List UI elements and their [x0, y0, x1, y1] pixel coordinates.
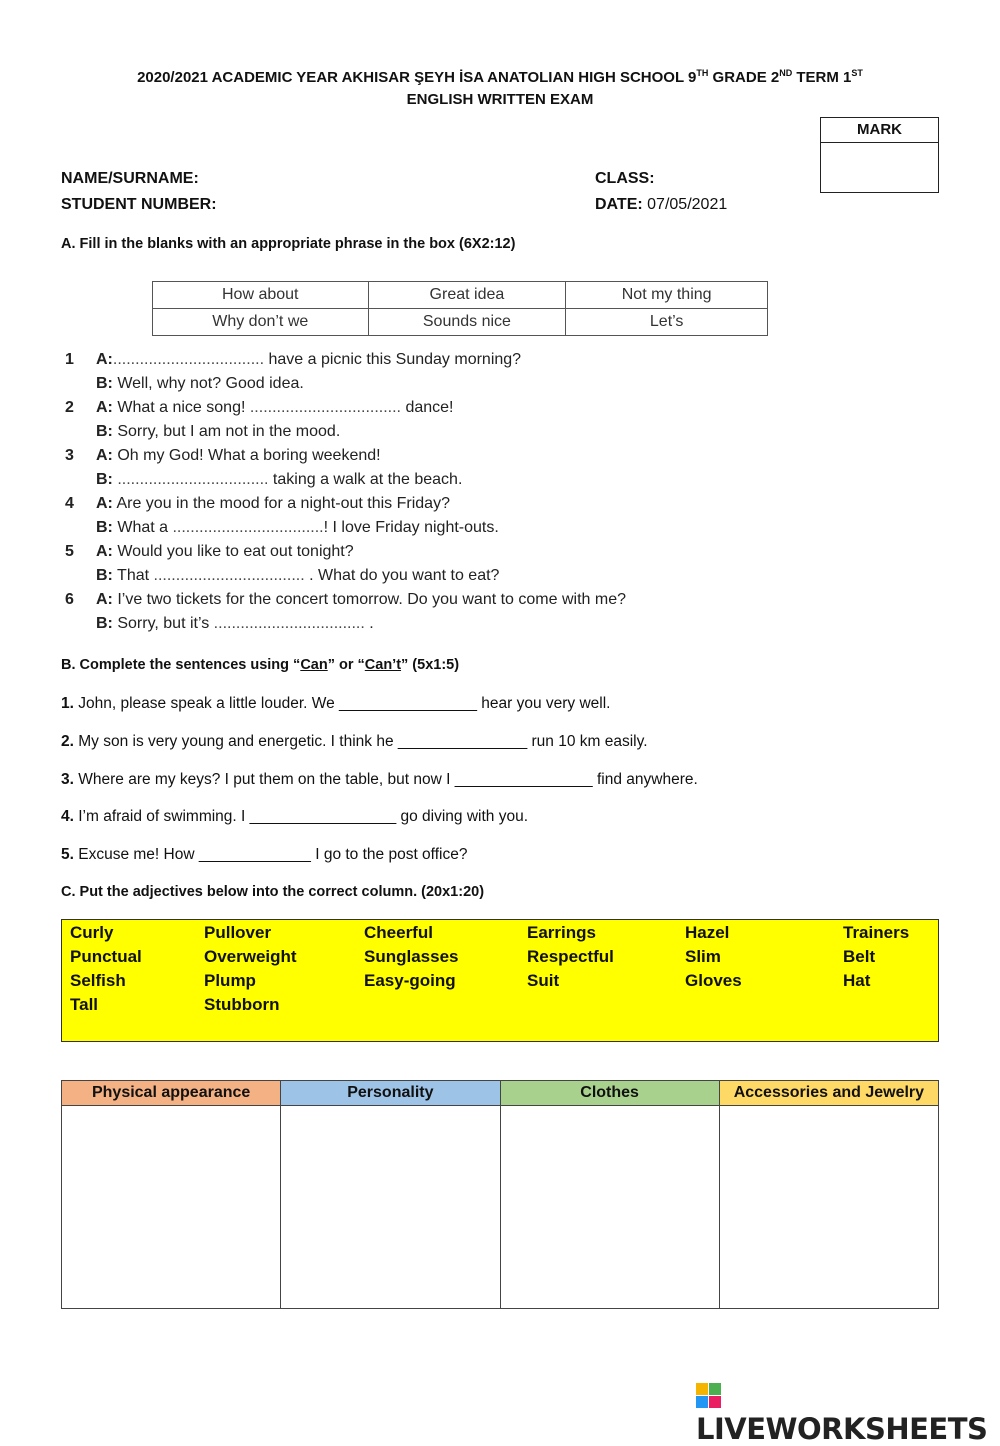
dialogue-5-line-a	[65, 540, 765, 564]
adjective-word[interactable]: Selfish	[70, 971, 126, 990]
dialogue-text: B: Sorry, but I am not in the mood.	[96, 423, 341, 440]
dialogue-number: 1	[65, 351, 74, 368]
section-a-title: A. Fill in the blanks with an appropriate phrase in the box (6X2:12)	[61, 236, 516, 252]
blank[interactable]: ..................................	[172, 519, 324, 536]
class-label: CLASS:	[595, 170, 655, 187]
dialogue-text: A: Oh my God! What a boring weekend!	[96, 447, 381, 464]
adjective-word[interactable]: Hat	[843, 971, 871, 990]
adjective-word[interactable]: Hazel	[685, 923, 730, 942]
column-physical-appearance: Physical appearance	[62, 1081, 281, 1106]
dialogue-number: 4	[65, 495, 74, 512]
exam-title-line1: 2020/2021 ACADEMIC YEAR AKHISAR ŞEYH İSA ANATOLIAN HIGH SCHOOL 9TH GRADE 2ND TERM 1ST	[137, 68, 863, 86]
answer-cell-clothes[interactable]	[500, 1106, 719, 1309]
dialogue-list	[65, 348, 765, 636]
dialogue-3-line-b	[65, 468, 765, 492]
dialogue-5-line-b	[65, 564, 765, 588]
dialogue-text: A: I’ve two tickets for the concert tomorrow. Do you want to come with me?	[96, 591, 626, 608]
adjective-word[interactable]: Stubborn	[204, 995, 280, 1014]
dialogue-2-line-b	[65, 420, 765, 444]
can-sentence-3: 3. Where are my keys? I put them on the table, but now I ________________ find anywhere.	[61, 771, 698, 788]
blank[interactable]: ..................................	[112, 351, 265, 368]
column-personality: Personality	[281, 1081, 500, 1106]
phrase-cell: How about	[153, 282, 369, 309]
adjective-word[interactable]: Easy-going	[364, 971, 456, 990]
answer-cell-personality[interactable]	[281, 1106, 500, 1309]
can-sentence-4: 4. I’m afraid of swimming. I _________________ go diving with you.	[61, 808, 529, 825]
adjective-word[interactable]: Earrings	[527, 923, 596, 942]
liveworksheets-logo: LIVEWORKSHEETS	[696, 1378, 1000, 1446]
column-accessories: Accessories and Jewelry	[719, 1081, 938, 1106]
dialogue-text: A: Are you in the mood for a night-out this Friday?	[96, 495, 450, 512]
adjective-word[interactable]: Plump	[204, 971, 256, 990]
column-clothes: Clothes	[500, 1081, 719, 1106]
section-c-title: C. Put the adjectives below into the correct column. (20x1:20)	[61, 884, 485, 900]
dialogue-4-line-a	[65, 492, 765, 516]
dialogue-number: 3	[65, 447, 74, 464]
dialogue-text: A: Would you like to eat out tonight?	[96, 543, 354, 560]
adjective-word[interactable]: Tall	[70, 995, 99, 1014]
dialogue-6-line-a	[65, 588, 765, 612]
adjective-word[interactable]: Pullover	[204, 923, 272, 942]
adjective-word[interactable]: Overweight	[204, 947, 297, 966]
adjective-word[interactable]: Gloves	[685, 971, 742, 990]
dialogue-number: 2	[65, 399, 74, 416]
mark-box	[820, 117, 939, 193]
dialogue-text: B: .................................. taking a walk at the beach.	[96, 471, 463, 488]
phrase-cell: Great idea	[368, 282, 566, 309]
blank[interactable]: ..................................	[249, 399, 401, 416]
date-field: DATE: 07/05/2021	[595, 196, 728, 213]
adjective-word[interactable]: Suit	[527, 971, 560, 990]
dialogue-text: B: Sorry, but it’s .................................. .	[96, 615, 374, 632]
mark-label: MARK	[821, 118, 938, 143]
answer-cell-accessories[interactable]	[719, 1106, 938, 1309]
dialogue-text: A: What a nice song! .................................. dance!	[96, 399, 454, 416]
dialogue-4-line-b	[65, 516, 765, 540]
dialogue-text: B: What a ..................................! I love Friday night-outs.	[96, 519, 499, 536]
phrase-cell: Sounds nice	[368, 309, 566, 336]
adjective-box	[61, 919, 939, 1042]
adjective-word[interactable]: Sunglasses	[364, 947, 459, 966]
liveworksheets-icon	[696, 1383, 722, 1409]
phrase-cell: Let’s	[566, 309, 768, 336]
adjective-word[interactable]: Cheerful	[364, 923, 433, 942]
student-number-label: STUDENT NUMBER:	[61, 196, 217, 213]
blank[interactable]: ..................................	[153, 567, 305, 584]
phrase-box	[152, 281, 768, 336]
dialogue-2-line-a	[65, 396, 765, 420]
can-sentence-5: 5. Excuse me! How _____________ I go to the post office?	[61, 846, 468, 863]
blank[interactable]: ..................................	[213, 615, 365, 632]
blank[interactable]: ..................................	[117, 471, 269, 488]
can-sentence-2: 2. My son is very young and energetic. I think he _______________ run 10 km easily.	[61, 733, 648, 750]
dialogue-1-line-a	[65, 348, 765, 372]
adjective-word[interactable]: Belt	[843, 947, 876, 966]
phrase-cell: Not my thing	[566, 282, 768, 309]
adjective-word[interactable]: Slim	[685, 947, 721, 966]
dialogue-number: 6	[65, 591, 74, 608]
adjective-word[interactable]: Punctual	[70, 947, 142, 966]
section-b-title: B. Complete the sentences using “Can” or “Can’t” (5x1:5)	[61, 657, 460, 673]
dialogue-1-line-b	[65, 372, 765, 396]
answer-cell-physical[interactable]	[62, 1106, 281, 1309]
adjective-word[interactable]: Curly	[70, 923, 114, 942]
adjective-word[interactable]: Trainers	[843, 923, 910, 942]
exam-title-line2: ENGLISH WRITTEN EXAM	[406, 91, 594, 108]
adjective-word[interactable]: Respectful	[527, 947, 614, 966]
dialogue-6-line-b	[65, 612, 765, 636]
dialogue-text: A:.................................. have a picnic this Sunday morning?	[96, 351, 522, 368]
dialogue-text: B: That .................................. . What do you want to eat?	[96, 567, 500, 584]
dialogue-text: B: Well, why not? Good idea.	[96, 375, 304, 392]
dialogue-number: 5	[65, 543, 74, 560]
dialogue-3-line-a	[65, 444, 765, 468]
can-sentence-1: 1. John, please speak a little louder. We ________________ hear you very well.	[61, 695, 611, 712]
category-table	[61, 1080, 939, 1309]
phrase-cell: Why don’t we	[153, 309, 369, 336]
name-label: NAME/SURNAME:	[61, 170, 199, 187]
